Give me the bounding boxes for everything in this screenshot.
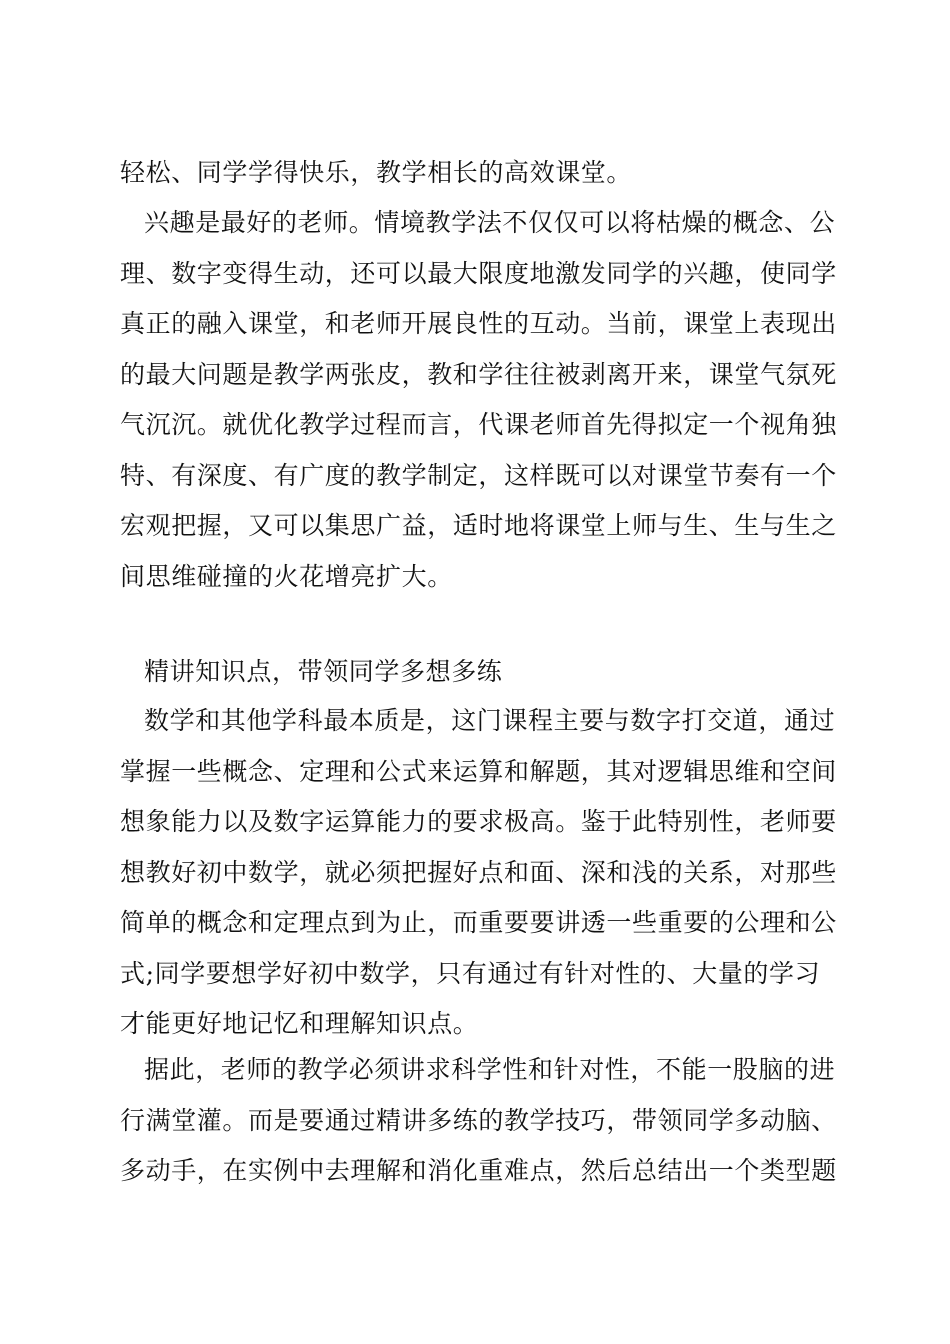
text-line: 轻松、同学学得快乐，教学相长的高效课堂。 [120, 158, 633, 187]
section-heading: 精讲知识点，带领同学多想多练 [144, 657, 503, 686]
text-line: 的最大问题是教学两张皮，教和学往往被剥离开来，课堂气氛死 [120, 360, 837, 389]
text-line: 掌握一些概念、定理和公式来运算和解题，其对逻辑思维和空间 [120, 757, 837, 786]
text-line: 气沉沉。就优化教学过程而言，代课老师首先得拟定一个视角独 [120, 410, 837, 439]
text-line: 式;同学要想学好初中数学，只有通过有针对性的、大量的学习 [120, 959, 821, 988]
text-line: 理、数字变得生动，还可以最大限度地激发同学的兴趣，使同学 [120, 259, 837, 288]
text-line: 简单的概念和定理点到为止，而重要要讲透一些重要的公理和公 [120, 908, 837, 937]
text-line: 想象能力以及数字运算能力的要求极高。鉴于此特别性，老师要 [120, 807, 837, 836]
text-line: 数学和其他学科最本质是，这门课程主要与数字打交道，通过 [144, 706, 836, 735]
text-line: 间思维碰撞的火花增亮扩大。 [120, 562, 453, 591]
text-line: 兴趣是最好的老师。情境教学法不仅仅可以将枯燥的概念、公 [144, 208, 836, 237]
text-line: 多动手，在实例中去理解和消化重难点，然后总结出一个类型题 [120, 1156, 837, 1185]
text-line: 特、有深度、有广度的教学制定，这样既可以对课堂节奏有一个 [120, 461, 837, 490]
text-line: 才能更好地记忆和理解知识点。 [120, 1009, 479, 1038]
text-line: 行满堂灌。而是要通过精讲多练的教学技巧，带领同学多动脑、 [120, 1106, 837, 1135]
text-line: 据此，老师的教学必须讲求科学性和针对性，不能一股脑的进 [144, 1055, 836, 1084]
text-line: 想教好初中数学，就必须把握好点和面、深和浅的关系，对那些 [120, 858, 837, 887]
text-line: 宏观把握，又可以集思广益，适时地将课堂上师与生、生与生之 [120, 511, 837, 540]
text-line: 真正的融入课堂，和老师开展良性的互动。当前，课堂上表现出 [120, 309, 837, 338]
